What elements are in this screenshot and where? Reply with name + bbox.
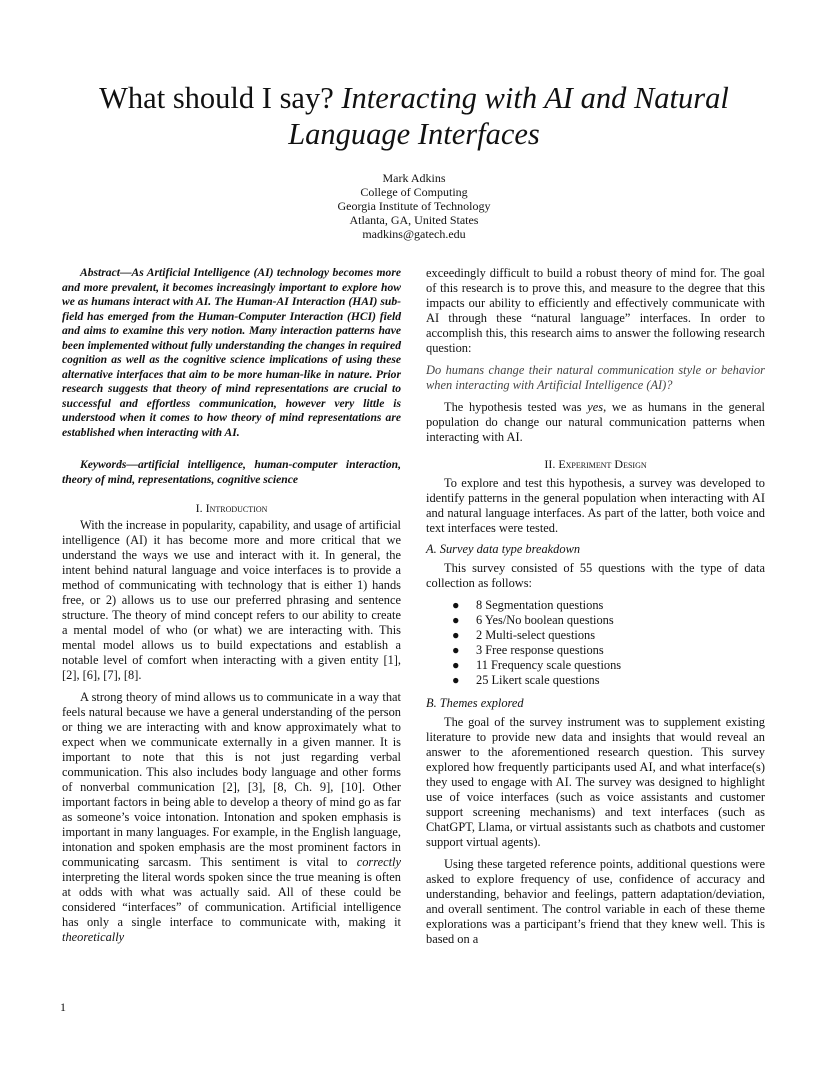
section-heading-introduction: I. Introduction <box>195 501 268 515</box>
left-column <box>62 266 401 945</box>
list-item: ● 2 Multi-select questions <box>452 628 596 642</box>
question-type-list <box>426 598 765 688</box>
list-item: ● 3 Free response questions <box>452 643 604 657</box>
hypothesis-text-b: , we as humans in the general population do change our natural communication patterns when interacting with AI. <box>426 400 765 444</box>
author-email: madkins@gatech.edu <box>362 227 466 241</box>
list-item: ● 8 Segmentation questions <box>452 598 604 612</box>
list-item: ● 11 Frequency scale questions <box>452 658 622 672</box>
paper-title <box>60 80 768 152</box>
section-heading-experiment-design: II. Experiment Design <box>544 457 647 471</box>
survey-intro: This survey consisted of 55 questions with the type of data collection as follows: <box>426 561 765 590</box>
hypothesis-text-a: The hypothesis tested was <box>444 400 582 414</box>
author-block <box>214 171 614 241</box>
subsection-heading-themes: B. Themes explored <box>426 696 524 710</box>
author-department: College of Computing <box>360 185 468 199</box>
author-organization: Georgia Institute of Technology <box>337 199 491 213</box>
right-column <box>426 266 765 947</box>
abstract: Abstract—As Artificial Intelligence (AI) technology becomes more and more prevalent, it becomes increasingly important to explore how we as humans interact with AI. The Human-AI Interaction (HAI) sub-field has emerged from the Human-Computer Interaction (HCI) field and aims to examine this very notion. Many interaction patterns have been implemented without fully understanding the changes in required cognition as well as the cognitive science implications of using these alternative interfaces that aim to be more human-like in nature. Prior research suggests that theory of mind representations are crucial to successful and effortless communication, however very little is understood when it comes to how theory of mind representations are established when interacting with AI. <box>62 266 401 439</box>
design-paragraph-1: To explore and test this hypothesis, a survey was developed to identify patterns in the general population when interacting with AI and natural language interfaces. As part of the latter, both voice and text interfaces were tested. <box>426 476 765 535</box>
list-item: ● 25 Likert scale questions <box>452 673 600 687</box>
intro-paragraph-1: With the increase in popularity, capability, and usage of artificial intelligence (AI) it has become more and more critical that we understand the ways we use and interact with it. In general, the intent behind natural language and voice interfaces is to provide a method of communicating with technology that is either 1) hands free, or 2) allows us to use our preferred phrasing and sentence structure. The theory of mind concept refers to our ability to create a mental model of who (or what) we are interacting with. This mental model allows us to build expectations and establish a notable level of comfort when interacting with a given entity [1], [2], [6], [7], [8]. <box>62 518 401 682</box>
intro-p2-emphasis-theoretically: theoretically <box>62 930 125 944</box>
intro-p2-text-a: A strong theory of mind allows us to communicate in a way that feels natural because we have a general understanding of the person or thing we are interacting with and know approximately what to expect when we communicate externally in a given manner. It is important to note that this is not just regarding verbal communication. This also includes body language and other forms of nonverbal communication [2], [3], [8, Ch. 9], [10]. Other important factors in being able to develop a theory of mind go as far as someone’s voice intonation. Intonation and spoken emphasis is important in many languages. For example, in the English language, intonation and spoken emphasis are the most prominent factors in communicating sarcasm. This sentiment is vital to <box>62 690 401 869</box>
themes-paragraph-1: The goal of the survey instrument was to supplement existing literature to provide new data and insights that would reveal an answer to the aforementioned research question. This survey explored how frequently participants used AI, and what interface(s) they used to engage with AI. The survey was designed to highlight use of voice interfaces (such as voice assistants and customer support screening mechanisms) and text interfaces (such as ChatGPT, Llama, or virtual assistants such as chatbots and customer support virtual agents). <box>426 715 765 849</box>
title-plain: What should I say? <box>99 81 334 115</box>
list-item: ● 6 Yes/No boolean questions <box>452 613 614 627</box>
bullet-icon: ● <box>452 628 460 642</box>
intro-paragraph-2 <box>62 690 401 945</box>
themes-paragraph-2: Using these targeted reference points, additional questions were asked to explore frequency of use, confidence of accuracy and understanding, behavior and feelings, pattern adaptation/deviation, and overall sentiment. The control variable in each of these theme explorations was a participant’s friend that they knew well. This is based on a <box>426 857 765 946</box>
bullet-icon: ● <box>452 598 460 612</box>
bullet-icon: ● <box>452 658 460 672</box>
hypothesis-emphasis-yes: yes <box>587 400 604 414</box>
intro-continuation: exceedingly difficult to build a robust theory of mind for. The goal of this research is to prove this, and measure to the degree that this impacts our ability to efficiently and effectively communicate with AI through these “natural language” interfaces. In order to accomplish this, this research aims to answer the following research question: <box>426 266 765 355</box>
keywords: Keywords—artificial intelligence, human-computer interaction, theory of mind, representations, cognitive science <box>62 458 401 486</box>
subsection-heading-survey-breakdown: A. Survey data type breakdown <box>426 542 581 556</box>
page-number: 1 <box>60 1000 66 1014</box>
title-italic: Interacting with AI and Natural Language Interfaces <box>288 81 729 151</box>
bullet-icon: ● <box>452 673 460 687</box>
author-location: Atlanta, GA, United States <box>349 213 479 227</box>
intro-p2-text-b: interpreting the literal words spoken since the true meaning is often at odds with what was actually said. All of these could be considered “interfaces” of communication. Artificial intelligence has only a single interface to communicate with, making it <box>62 870 401 929</box>
intro-p2-emphasis-correctly: correctly <box>356 855 401 869</box>
hypothesis-paragraph <box>426 400 765 445</box>
bullet-icon: ● <box>452 613 460 627</box>
research-question: Do humans change their natural communication style or behavior when interacting with Artificial Intelligence (AI)? <box>426 363 765 392</box>
bullet-icon: ● <box>452 643 460 657</box>
author-name: Mark Adkins <box>382 171 446 185</box>
